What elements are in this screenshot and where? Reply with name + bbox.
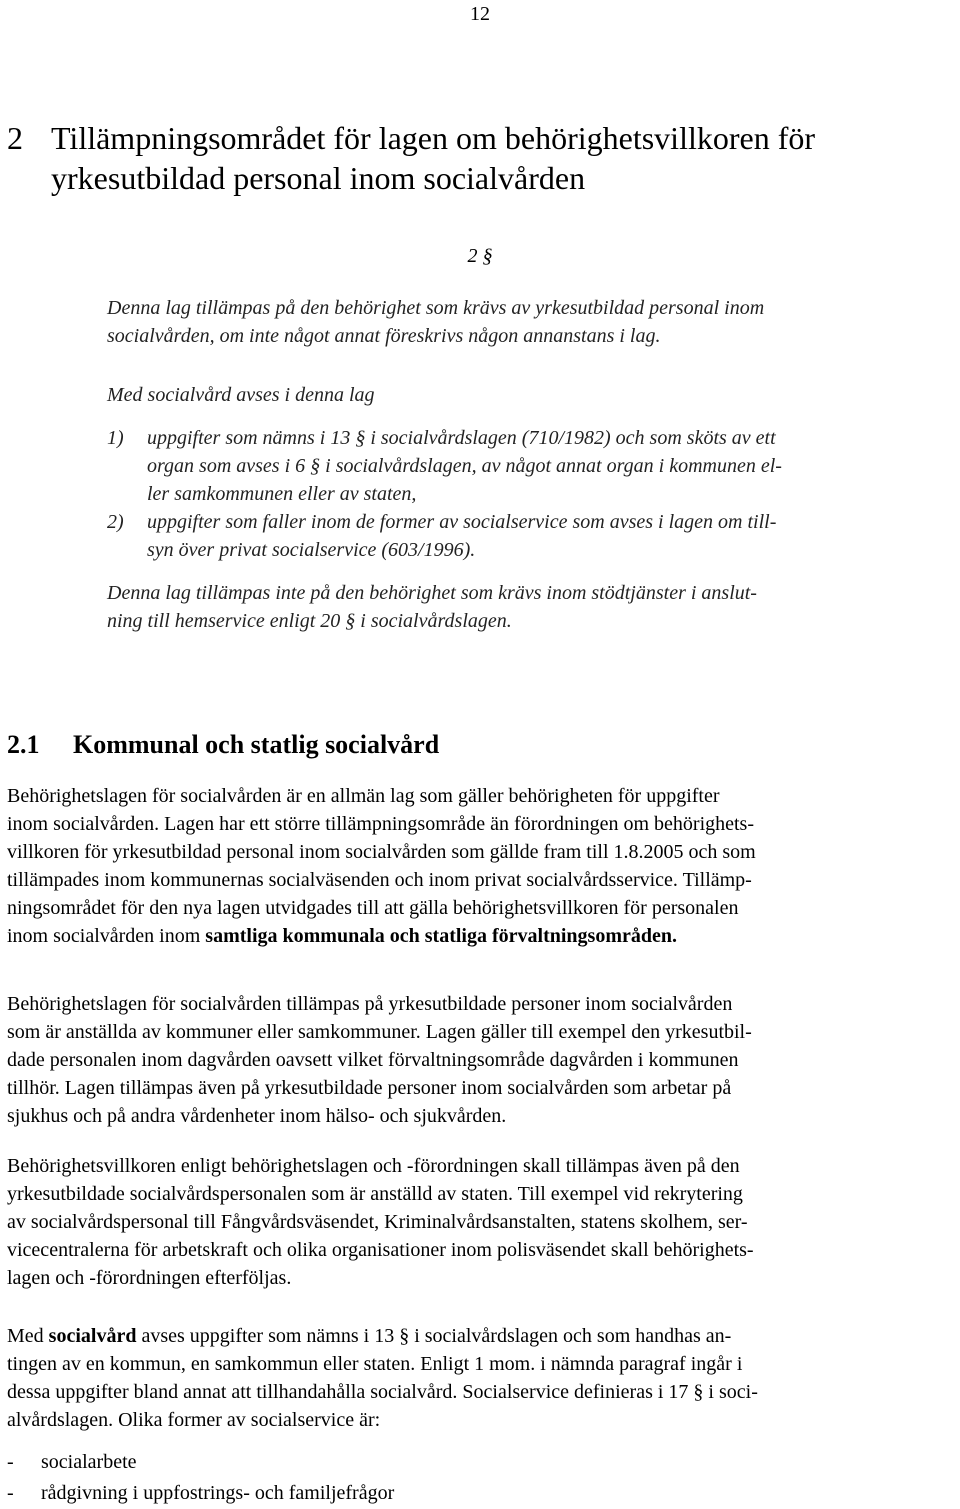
paragraph-line: alvårdslagen. Olika former av socialservice är: xyxy=(7,1409,381,1431)
paragraph-line: yrkesutbildade socialvårdspersonalen som är anställd av staten. Till exempel vid rekrytering xyxy=(7,1183,743,1205)
statute-list xyxy=(107,424,957,564)
list-item-text: rådgivning i uppfostrings- och familjefrågor xyxy=(41,1482,395,1504)
page-number: 12 xyxy=(470,3,490,25)
paragraph-line: inom socialvården. Lagen har ett större tillämpningsområde än förordningen om behörighets- xyxy=(7,813,755,835)
statute-p1-line2: socialvården, om inte något annat föreskrivs någon annanstans i lag. xyxy=(107,325,661,347)
paragraph-line xyxy=(7,922,953,950)
paragraph-line: som är anställda av kommuner eller samkommuner. Lagen gäller till exempel den yrkesutbil- xyxy=(7,1021,752,1043)
body-paragraph-4 xyxy=(7,1322,953,1434)
list-marker: 1) xyxy=(107,427,124,449)
section-heading xyxy=(7,728,947,762)
list-item xyxy=(7,1447,907,1478)
paragraph-line: vicecentralerna för arbetskraft och olika organisationer inom polisväsendet skall behörighets- xyxy=(7,1239,754,1261)
list-item-line: ler samkommunen eller av staten, xyxy=(147,483,417,505)
paragraph-line: Behörighetslagen för socialvården är en allmän lag som gäller behörigheten för uppgifter xyxy=(7,785,720,807)
list-item-line: uppgifter som nämns i 13 § i socialvårdslagen (710/1982) och som sköts av ett xyxy=(147,427,776,449)
paragraph-text: inom socialvården inom xyxy=(7,925,206,947)
statute-p3-line1: Denna lag tillämpas inte på den behörighet som krävs inom stödtjänster i anslut- xyxy=(107,582,757,604)
statute-p3-line2: ning till hemservice enligt 20 § i socialvårdslagen. xyxy=(107,610,512,632)
section-title: Kommunal och statlig socialvård xyxy=(73,730,440,759)
list-dash: - xyxy=(7,1451,14,1473)
chapter-number: 2 xyxy=(7,120,23,156)
list-dash: - xyxy=(7,1482,14,1504)
paragraph-line: ningsområdet för den nya lagen utvidgades till att gälla behörighetsvillkoren för personalen xyxy=(7,897,739,919)
section-number: 2.1 xyxy=(7,730,40,759)
paragraph-text: Med xyxy=(7,1325,49,1347)
body-paragraph-3 xyxy=(7,1152,953,1292)
paragraph-line: Behörighetsvillkoren enligt behörighetslagen och -förordningen skall tillämpas även på den xyxy=(7,1155,740,1177)
paragraph-line: Behörighetslagen för socialvården tillämpas på yrkesutbildade personer inom socialvården xyxy=(7,993,733,1015)
paragraph-line: tillhör. Lagen tillämpas även på yrkesutbildade personer inom socialvården som arbetar på xyxy=(7,1077,732,1099)
list-item-text: socialarbete xyxy=(41,1451,137,1473)
statute-paragraph-1 xyxy=(107,294,957,350)
list-marker: 2) xyxy=(107,511,124,533)
paragraph-line: av socialvårdspersonal till Fångvårdsväsendet, Kriminalvårdsanstalten, statens skolhem, ser- xyxy=(7,1211,748,1233)
list-item-line: uppgifter som faller inom de former av socialservice som avses i lagen om till- xyxy=(147,511,777,533)
body-paragraph-1 xyxy=(7,782,953,950)
statute-paragraph-2: Med socialvård avses i denna lag xyxy=(107,384,375,406)
chapter-heading xyxy=(7,118,947,198)
statute-list-item xyxy=(107,508,957,564)
statute-section-mark: 2 § xyxy=(467,245,493,267)
service-list xyxy=(7,1447,907,1509)
chapter-title-line2: yrkesutbildad personal inom socialvården xyxy=(51,160,586,196)
emphasis-text: samtliga kommunala och statliga förvaltningsområden. xyxy=(205,925,677,947)
emphasis-text: socialvård xyxy=(48,1325,137,1347)
statute-p1-line1: Denna lag tillämpas på den behörighet som krävs av yrkesutbildad personal inom xyxy=(107,297,765,319)
chapter-title-line1: Tillämpningsområdet för lagen om behörighetsvillkoren för xyxy=(51,120,816,156)
paragraph-line: tingen av en kommun, en samkommun eller staten. Enligt 1 mom. i nämnda paragraf ingår i xyxy=(7,1353,743,1375)
paragraph-line: lagen och -förordningen efterföljas. xyxy=(7,1267,292,1289)
statute-paragraph-3 xyxy=(107,579,957,635)
statute-list-item xyxy=(107,424,957,508)
list-item-line: syn över privat socialservice (603/1996). xyxy=(147,539,476,561)
paragraph-line: villkoren för yrkesutbildad personal inom socialvården som gällde fram till 1.8.2005 och som xyxy=(7,841,756,863)
body-paragraph-2 xyxy=(7,990,953,1130)
list-item-line: organ som avses i 6 § i socialvårdslagen, av något annat organ i kommunen el- xyxy=(147,455,782,477)
paragraph-line: dade personalen inom dagvården oavsett vilket förvaltningsområde dagvården i kommunen xyxy=(7,1049,739,1071)
paragraph-line: dessa uppgifter bland annat att tillhandahålla socialvård. Socialservice definieras i 17 § i soci- xyxy=(7,1381,758,1403)
paragraph-line xyxy=(7,1322,953,1350)
paragraph-line: sjukhus och på andra vårdenheter inom hälso- och sjukvården. xyxy=(7,1105,507,1127)
paragraph-text: avses uppgifter som nämns i 13 § i socialvårdslagen och som handhas an- xyxy=(136,1325,732,1347)
paragraph-line: tillämpades inom kommunernas socialväsenden och inom privat socialvårdsservice. Tillämp- xyxy=(7,869,752,891)
list-item xyxy=(7,1478,907,1509)
